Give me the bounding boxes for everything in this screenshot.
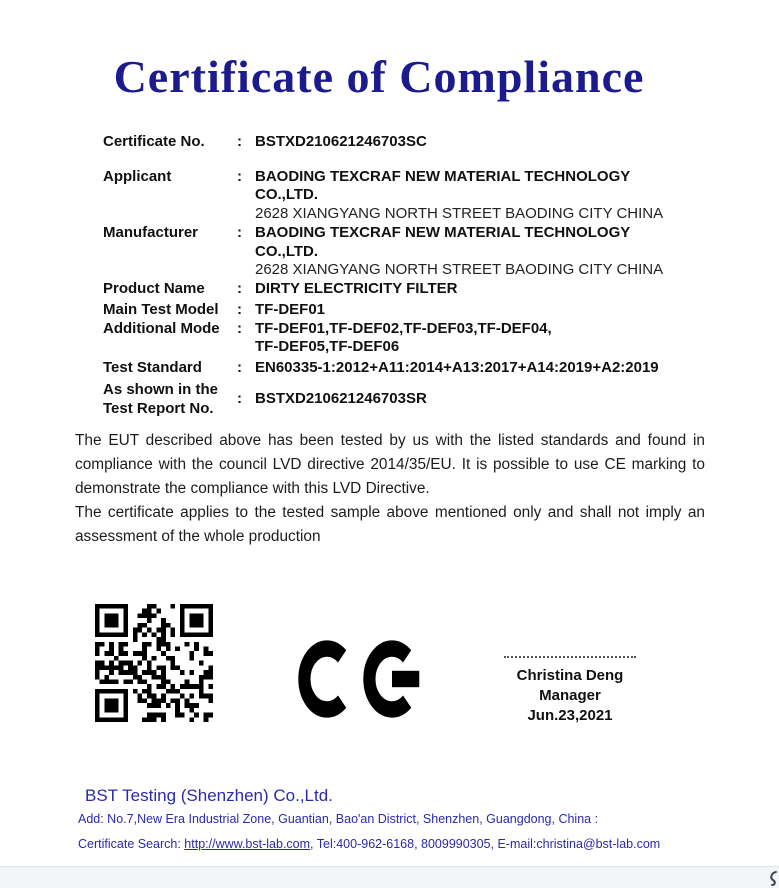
field-row-applicant [103, 168, 703, 224]
field-value: TF-DEF01 [255, 301, 326, 318]
field-row-manufacturer [103, 224, 703, 280]
field-colon: : [237, 133, 242, 150]
lab-company-name: BST Testing (Shenzhen) Co.,Ltd. [85, 786, 333, 805]
signature-date: Jun.23,2021 [527, 707, 613, 724]
field-row-certificate-no [103, 133, 703, 152]
field-row-additional-mode [103, 320, 703, 357]
certificate-title: Certificate of Compliance [113, 51, 645, 102]
field-label: Product Name [103, 279, 205, 297]
field-colon: : [237, 279, 242, 297]
field-colon: : [237, 358, 242, 376]
field-row-product-name [103, 280, 703, 299]
field-label: Main Test Model [103, 301, 219, 318]
lab-website-link[interactable]: http://www.bst-lab.com [184, 837, 311, 851]
signature-dotted-line [504, 650, 636, 658]
field-value: EN60335-1:2012+A11:2014+A13:2017+A14:2019+A2:2019 [255, 358, 659, 376]
field-label: Certificate No. [103, 133, 205, 150]
field-label: As shown in the Test Report No. [103, 381, 219, 417]
field-row-main-test-model [103, 301, 703, 320]
ce-marking-icon [298, 640, 421, 718]
signatory-role: Manager [539, 687, 601, 704]
certificate-fields [103, 133, 703, 418]
search-prefix: Certificate Search: [78, 837, 185, 851]
footer [78, 786, 738, 852]
qr-code [95, 603, 213, 723]
signature-block [470, 650, 670, 726]
ce-letter-c [298, 640, 356, 718]
scroll-widget-icon[interactable] [764, 869, 779, 887]
field-value: TF-DEF01,TF-DEF02,TF-DEF03,TF-DEF04, TF-DEF05,TF-DEF06 [255, 319, 552, 355]
field-colon: : [237, 319, 242, 337]
field-colon: : [237, 167, 242, 185]
field-row-test-report-no [103, 381, 703, 418]
field-row-test-standard [103, 359, 703, 378]
field-colon: : [237, 224, 242, 241]
field-value: DIRTY ELECTRICITY FILTER [255, 279, 458, 297]
signatory-name: Christina Deng [516, 667, 624, 684]
field-colon: : [237, 301, 242, 318]
certificate-search-line [78, 836, 738, 852]
field-label: Applicant [103, 167, 172, 185]
field-label: Manufacturer [103, 224, 199, 241]
search-suffix: , Tel:400-962-6168, 8009990305, E-mail:christina@bst-lab.com [310, 837, 661, 851]
viewer-bottom-bar [0, 866, 779, 888]
lab-address: Add: No.7,New Era Industrial Zone, Guantian, Bao'an District, Shenzhen, Guangdong, China : [78, 812, 599, 826]
field-value: BSTXD210621246703SC [255, 133, 427, 150]
field-label: Test Standard [103, 358, 202, 376]
statement-paragraph-1: The EUT described above has been tested by us with the listed standards and found in compliance with the council LVD directive 2014/35/EU. It is possible to use CE marking to demonstrate the compliance with this LVD Directive. [75, 432, 705, 497]
ce-letter-e [363, 640, 421, 718]
field-value: BSTXD210621246703SR [255, 390, 427, 408]
field-label: Additional Mode [103, 319, 220, 337]
compliance-statement [75, 429, 705, 549]
field-value: BAODING TEXCRAF NEW MATERIAL TECHNOLOGY CO.,LTD. 2628 XIANGYANG NORTH STREET BAODING CITY CHINA [255, 224, 664, 278]
field-colon: : [237, 390, 242, 408]
statement-paragraph-2: The certificate applies to the tested sample above mentioned only and shall not imply an assessment of the whole production [75, 504, 705, 545]
field-value: BAODING TEXCRAF NEW MATERIAL TECHNOLOGY CO.,LTD. 2628 XIANGYANG NORTH STREET BAODING CITY CHINA [255, 167, 664, 222]
